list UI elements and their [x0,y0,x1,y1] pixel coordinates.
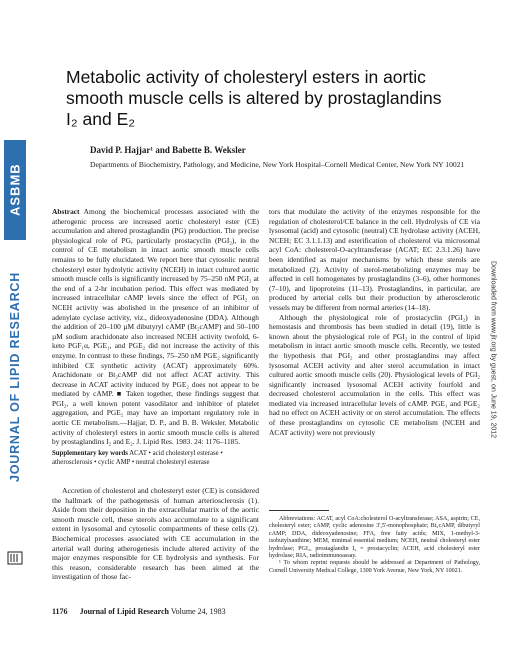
page-number: 1176 [52,607,68,616]
asbmb-logo: ASBMB [4,140,26,240]
journal-sidebar-label: JOURNAL OF LIPID RESEARCH [8,271,22,483]
keywords-label: Supplementary key words [52,450,128,457]
article-title: Metabolic activity of cholesteryl esters in aortic smooth muscle cells is altered by prostaglandins I₂ and E₂ [66,67,442,129]
download-note: Downloaded from www.jlr.org by guest, on June 19, 2012 [489,261,497,439]
footnotes [269,516,480,575]
right-paragraph-1: tors that modulate the activity of the enzymes responsible for the regulation of cholesterol/CE balance in the cell. Hydrolysis of CE via lysosomal (acid) and cytosolic (neutral) CE hydrolase activity (ACEH, NCEH; EC 3.1.1.13) and esterification of cholesterol via microsomal acyl CoA: cholesterol-O-acyltransferase (ACAT; EC 2.3.1.26) have been identified as major mechanisms by which these sterols are metabolized (2). Activity of sterol-metabolizing enzymes may be affected in cell homogenates by prostaglandins (3–6), other hormones (7–10), and lipoproteins (11–13). Prostaglandins, in particular, are produced by arterial cells but their production by atherosclerotic vessels may be different from normal arteries (14–18). [269,207,480,312]
intro-paragraph: Accretion of cholesterol and cholesteryl ester (CE) is considered the hallmark of the pathogenesis of human arteriosclerosis (1). Aside from their deposition in the extracellular matrix of the aortic smooth muscle cell, these sterols also accumulate to a significant extent in lysosomal and cytosolic compartments of these cells (2). Biochemical processes associated with CE accumulation in the arterial wall during atherogenesis include altered activity of the major enzymes responsible for CE hydrolysis and synthesis. For this reason, considerable research has been aimed at the investigation of those fac- [52,486,259,582]
footnote-reprint: ¹ To whom reprint requests should be addressed at Department of Pathology, Cornell University Medical College, 1300 York Avenue, New York, NY 10021. [269,560,480,574]
abstract [52,207,259,447]
page-footer [52,607,352,616]
affiliation: Departments of Biochemistry, Pathology, and Medicine, New York Hospital–Cornell Medical Center, New York NY 10021 [90,160,465,169]
abstract-text: Among the biochemical processes associated with the atherogenic process are increased aortic cholesteryl ester (CE) accumulation and altered prostaglandin (PG) production. The precise physiological role of PG, particularly prostacyclin (PGI₂), in the control of CE metabolism in intact aortic smooth muscle cells remains to be fully elucidated. We report here that cytosolic neutral cholesteryl ester hydrolytic activity (NCEH) in intact cultured aortic smooth muscle cells is significantly increased by 75–250 nM PGI₂ at the end of a 2-hr incubation period. This effect was mediated by increased intracellular cAMP levels since the effect of PGI₂ on NCEH activity was abolished in the presence of an inhibitor of adenylate cyclase activity, viz., dideoxyadenosine (DDA). Although the addition of 20–100 µM dibutyryl cAMP (Bt₂cAMP) and 50–100 µM sodium arachidonate also increased NCEH activity twofold, 6-keto PGF₁α, PGE₁, and PGE₂ did not increase the activity of this enzyme. In contrast to these findings, 75–250 nM PGE₂ significantly inhibited CE synthetic activity (ACAT) approximately 60%. Arachidonate or Bt₂cAMP did not affect ACAT activity. This decrease in ACAT activity induced by PGE₂ does not appear to be mediated by cAMP. ■ Taken together, these findings suggest that PGI₂, a well known potent vasodilator and inhibitor of platelet aggregation, and PGE₂ may have an important regulatory role in aortic CE metabolism.—Hajjar, D. P., and B. B. Weksler. Metabolic activity of cholesteryl esters in aortic smooth muscle cells is altered by prostaglandins I₂ and E₂. J. Lipid Res. 1983. 24: 1176–1185. [52,207,259,447]
journal-name: Journal of Lipid Research [79,607,169,616]
abstract-label: Abstract [52,207,80,216]
keywords-text: ACAT • acid cholesteryl esterase • atherosclerosis • cyclic AMP • neutral cholesteryl esterase [52,450,223,466]
footnote-rule [269,510,329,511]
journal-mark-icon [7,550,23,566]
authors: David P. Hajjar¹ and Babette B. Weksler [90,145,246,155]
right-column [269,207,480,437]
right-paragraph-2: Although the physiological role of prostacyclin (PGI₂) in hemostasis and thrombosis has been studied in detail (19), little is known about the physiological role of PGI₂ in the control of lipid metabolism in intact aortic smooth muscle cells. Recently, we tested the hypothesis that PGI₂ and other prostaglandins may affect lysosomal ACEH activity and alter sterol accumulation in intact cultured aortic smooth muscle cells (20). Physiological levels of PGI₂ significantly increased lysosomal ACEH activity fourfold and decreased cholesterol accumulation in the cells. This effect was mediated via increased intracellular levels of cAMP. PGE₁ and PGE₂ had no effect on ACEH activity or on sterol accumulation. The effects of these prostaglandins on cytosolic CE metabolism (NCEH and ACAT activity) were not previously [269,312,480,437]
volume: Volume 24, 1983 [170,607,226,616]
footnote-abbreviations: Abbreviations: ACAT, acyl CoA:cholesterol O-acyltransferase; ASA, aspirin; CE, cholesteryl ester; cAMP, cyclic adenosine 3',5'-monophosphate; Bt₂cAMP, dibutyryl cAMP; DDA, dideoxyadenosine; FFA, free fatty acids; MIX, 1-methyl-3-isobutylxanthine; MEM, minimal essential medium; NCEH, neutral cholesteryl ester hydrolase; PGI₂, prostaglandin I₂ = prostacyclin; ACEH, acid cholesteryl ester hydrolase; RIA, radioimmunoassay. [269,516,480,560]
keywords [52,450,259,467]
